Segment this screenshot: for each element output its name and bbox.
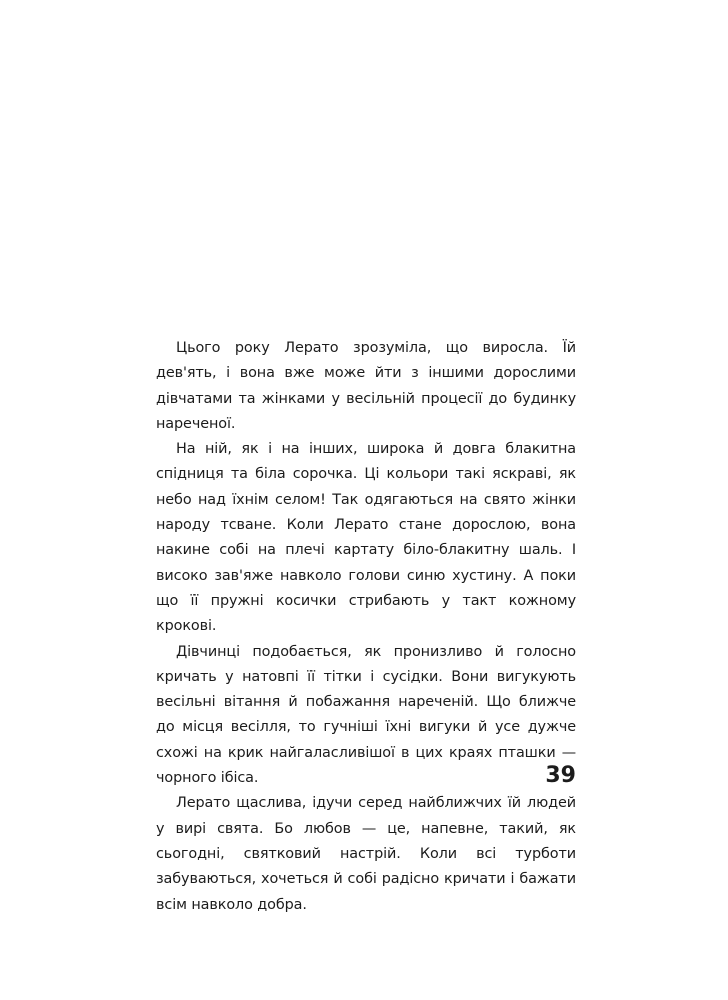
paragraph: Цього року Лерато зрозуміла, що виросла. Їй дев'ять, і вона вже може йти з іншими дорослими дівчатами та жінками у весільній процесії до будинку нареченої. (156, 340, 576, 432)
paragraph: Лерато щаслива, ідучи серед найближчих їй людей у вирі свята. Бо любов — це, напевне, такий, як сьогодні, святковий настрій. Коли всі турботи забуваються, хочеться й собі радісно кричати і бажати всім навколо добра. (156, 795, 576, 913)
page-number: 39 (545, 763, 576, 788)
body-text (156, 336, 576, 918)
paragraph: На ній, як і на інших, широка й довга блакитна спідниця та біла сорочка. Ці кольори такі яскраві, як небо над їхнім селом! Так одягаються на свято жінки народу тсване. Коли Лерато стане дорослою, вона накине собі на плечі картату біло-блакитну шаль. І високо зав'яже навколо голови синю хустину. А поки що її пружні косички стрибають у такт кожному крокові. (156, 441, 576, 635)
paragraph: Дівчинці подобається, як пронизливо й голосно кричать у натовпі її тітки і сусідки. Вони вигукують весільні вітання й побажання нареченій. Що ближче до місця весілля, то гучніші їхні вигуки й усе дужче схожі на крик найгаласливішої в цих краях пташки — чорного ібіса. (156, 643, 576, 787)
